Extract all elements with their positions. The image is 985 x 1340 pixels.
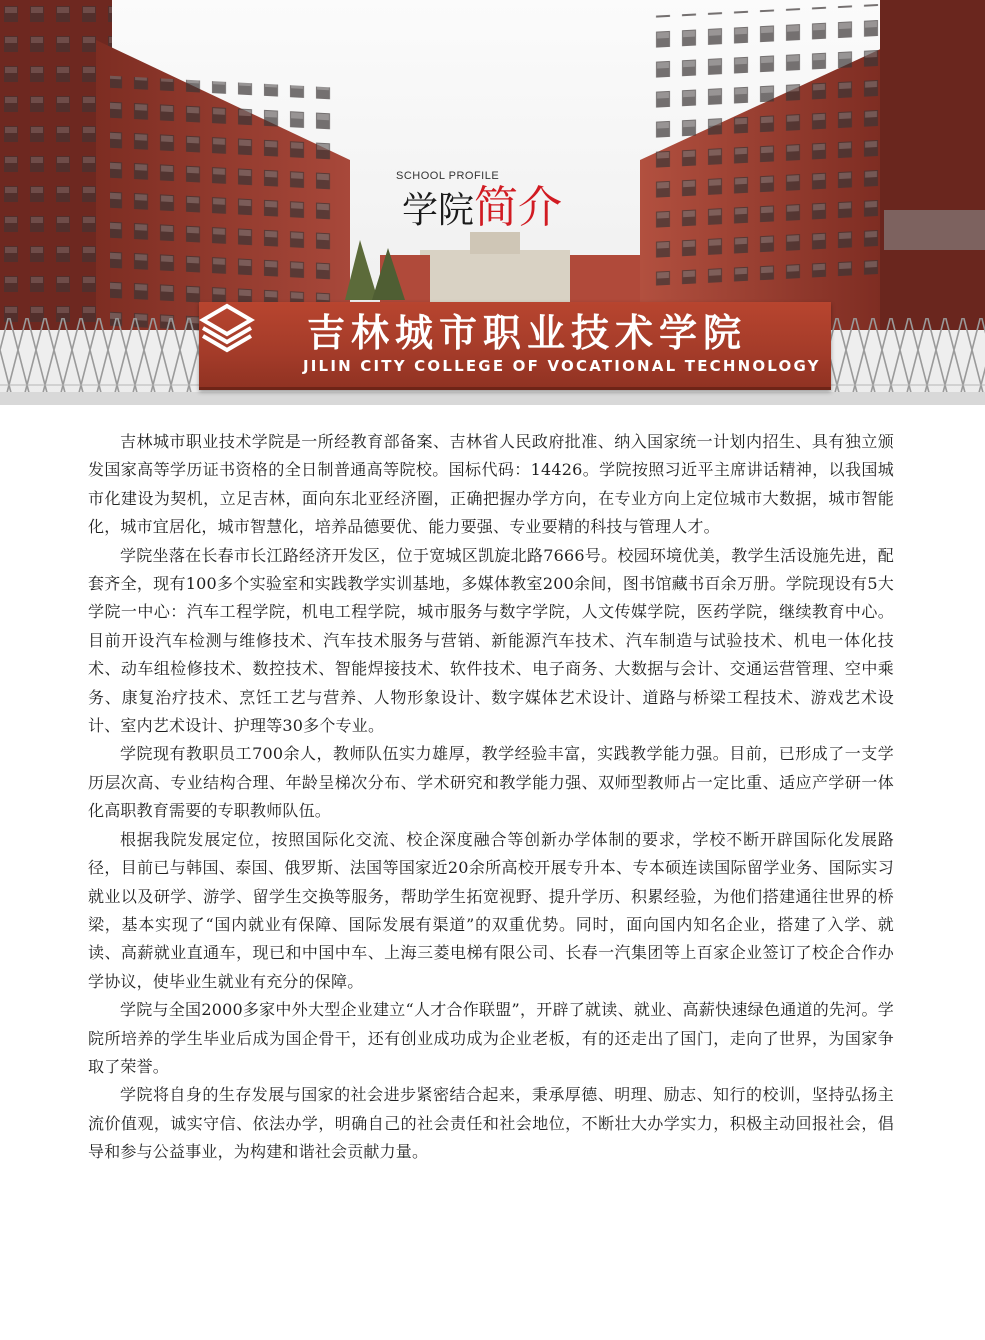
- sign-college-name-en: JILIN CITY COLLEGE OF VOCATIONAL TECHNOLOGY: [303, 357, 821, 375]
- title-accent: 简介: [474, 182, 563, 233]
- paragraph: 吉林城市职业技术学院是一所经教育部备案、吉林省人民政府批准、纳入国家统一计划内招生、具有独立颁发国家高等学历证书资格的全日制普通高等院校。国标代码：14426。学院按照习近平主席讲话精神，以我国城市化建设为契机，立足吉林，面向东北亚经济圈，正确把握办学方向，在专业方向上定位城市大数据，城市智能化，城市宜居化，城市智慧化，培养品德要优、能力要强、专业要精的科技与管理人才。: [88, 432, 894, 537]
- gate-sign: [199, 302, 831, 390]
- campus-gate-photo: [0, 0, 985, 405]
- section-title-cn: [402, 182, 563, 233]
- paragraph: 学院将自身的生存发展与国家的社会进步紧密结合起来，秉承厚德、明理、励志、知行的校训，坚持弘扬主流价值观，诚实守信、依法办学，明确自己的社会责任和社会地位，不断壮大办学实力，积极主动回报社会，倡导和参与公益事业，为构建和谐社会贡献力量。: [88, 1085, 894, 1162]
- college-logo-icon: [199, 302, 255, 358]
- paragraph: 学院现有教职员工700余人，教师队伍实力雄厚，教学经验丰富，实践教学能力强。目前，已形成了一支学历层次高、专业结构合理、年龄呈梯次分布、学术研究和教学能力强、双师型教师占一定比重、适应产学研一体化高职教育需要的专职教师队伍。: [88, 744, 894, 821]
- paragraph: 根据我院发展定位，按照国际化交流、校企深度融合等创新办学体制的要求，学校不断开辟国际化发展路径，目前已与韩国、泰国、俄罗斯、法国等国家近20余所高校开展专升本、专本硕连读国际留学业务、国际实习就业以及研学、游学、留学生交换等服务，帮助学生拓宽视野、提升学历、积累经验，为他们搭建通往世界的桥梁，基本实现了“国内就业有保障、国际发展有渠道”的双重优势。同时，面向国内知名企业，搭建了入学、就读、高薪就业直通车，现已和中国中车、上海三菱电梯有限公司、长春一汽集团等上百家企业签订了校企合作办学协议，使毕业生就业有充分的保障。: [88, 829, 894, 991]
- section-title-en: SCHOOL PROFILE: [396, 170, 500, 182]
- intro-text: [88, 428, 894, 1167]
- paragraph: 学院坐落在长春市长江路经济开发区，位于宽城区凯旋北路7666号。校园环境优美，教学生活设施先进，配套齐全，现有100多个实验室和实践教学实训基地，多媒体教室200余间，图书馆藏书百余万册。学院现设有5大学院一中心：汽车工程学院，机电工程学院，城市服务与数字学院，人文传媒学院，医药学院，继续教育中心。目前开设汽车检测与维修技术、汽车技术服务与营销、新能源汽车技术、汽车制造与试验技术、机电一体化技术、动车组检修技术、数控技术、智能焊接技术、软件技术、电子商务、大数据与会计、交通运营管理、空中乘务、康复治疗技术、烹饪工艺与营养、人物形象设计、数字媒体艺术设计、道路与桥梁工程技术、游戏艺术设计、室内艺术设计、护理等30多个专业。: [88, 545, 894, 736]
- paragraph: 学院与全国2000多家中外大型企业建立“人才合作联盟”，开辟了就读、就业、高薪快速绿色通道的先河。学院所培养的学生毕业后成为国企骨干，还有创业成功成为企业老板，有的还走出了国门，走向了世界，为国家争取了荣誉。: [88, 1000, 894, 1076]
- section-title: [396, 170, 626, 240]
- title-prefix: 学院: [402, 190, 475, 231]
- sign-college-name-cn: 吉林城市职业技术学院: [307, 311, 748, 355]
